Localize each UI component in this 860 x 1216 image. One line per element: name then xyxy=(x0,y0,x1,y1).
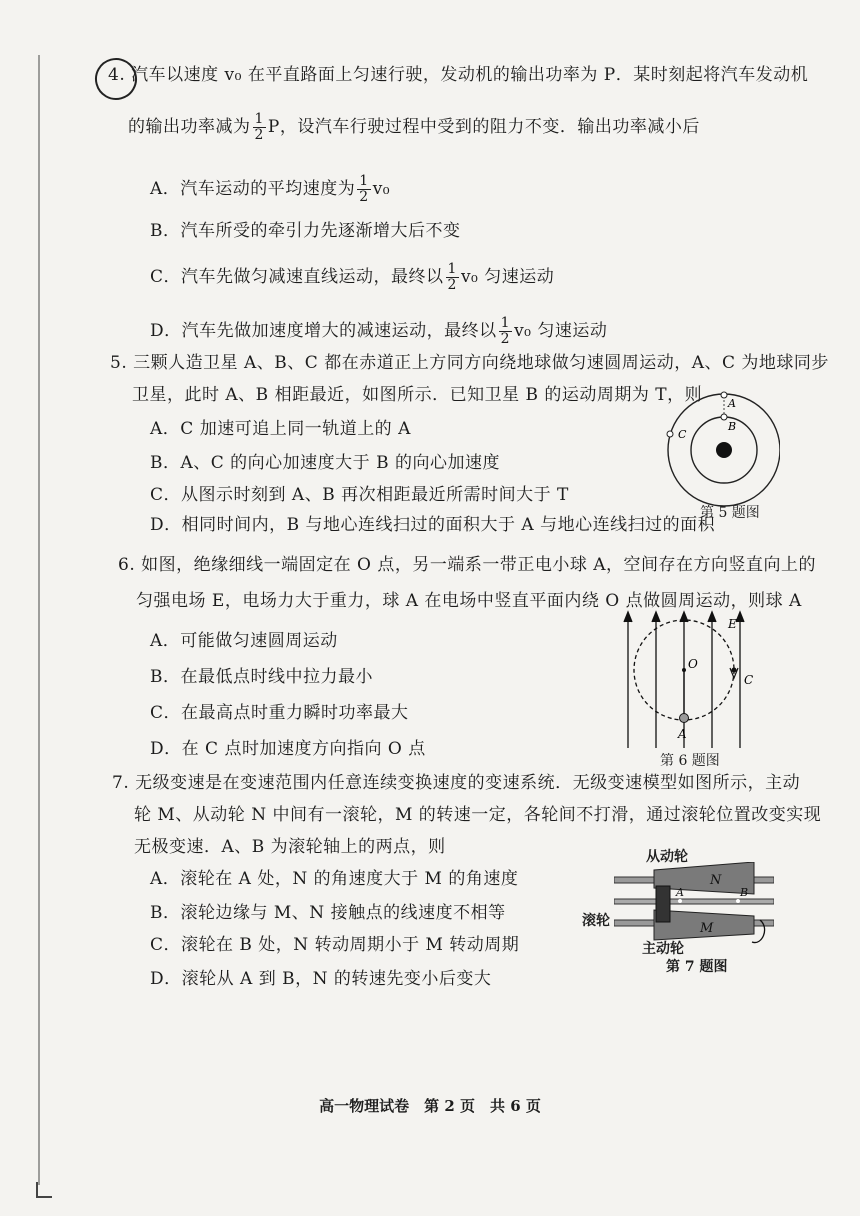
label-driven-wheel: 从动轮 xyxy=(646,849,688,865)
frac-num: 1 xyxy=(447,261,457,277)
q4-option-d xyxy=(150,316,607,347)
q5-stem-line1: 5. 三颗人造卫星 A、B、C 都在赤道正上方同方向绕地球做匀速圆周运动，A、C 为地球同步 xyxy=(110,353,829,373)
arrow-5 xyxy=(736,612,744,622)
satellite-a xyxy=(721,392,727,398)
frac-num: 1 xyxy=(500,315,511,331)
q6-option-c: C．在最高点时重力瞬时功率最大 xyxy=(150,703,409,723)
q4-stem-line1: 4. 汽车以速度 v₀ 在平直路面上匀速行驶，发动机的输出功率为 P．某时刻起将汽车发动机 xyxy=(108,65,809,85)
ball-a xyxy=(680,714,689,723)
label-a: A xyxy=(676,886,684,899)
q4-option-a xyxy=(150,174,390,205)
q4-option-a-frac xyxy=(357,174,370,205)
q5-figure-orbits xyxy=(660,390,780,510)
q4-option-a-pre: A．汽车运动的平均速度为 xyxy=(150,179,356,199)
q5-figure-caption: 第 5 题图 xyxy=(700,505,760,521)
label-a: A xyxy=(728,397,736,410)
earth-dot xyxy=(716,442,732,458)
frac-num: 1 xyxy=(254,111,264,127)
label-b: B xyxy=(728,420,737,433)
label-c: C xyxy=(744,673,754,687)
margin-line xyxy=(38,55,40,1185)
q6-option-a: A．可能做匀速圆周运动 xyxy=(150,631,338,651)
q4-option-c-pre: C．汽车先做匀减速直线运动，最终以 xyxy=(150,267,444,287)
satellite-c xyxy=(667,431,673,437)
q4-option-c xyxy=(150,262,554,293)
q7-figure-cvt xyxy=(614,862,774,950)
q4-option-d-post: v₀ 匀速运动 xyxy=(514,321,608,341)
q4-option-c-frac xyxy=(446,262,459,293)
q5-option-d: D．相同时间内，B 与地心连线扫过的面积大于 A 与地心连线扫过的面积 xyxy=(150,515,716,535)
frac-den: 2 xyxy=(447,277,457,293)
q4-stem-line2-post: P，设汽车行驶过程中受到的阻力不变．输出功率减小后 xyxy=(267,117,700,137)
q7-option-c: C．滚轮在 B 处，N 转动周期小于 M 转动周期 xyxy=(150,935,520,955)
q4-option-d-pre: D．汽车先做加速度增大的减速运动，最终以 xyxy=(150,321,497,341)
q6-option-d: D．在 C 点时加速度方向指向 O 点 xyxy=(150,739,426,759)
label-c: C xyxy=(678,428,687,441)
frac-den: 2 xyxy=(359,189,369,205)
q4-option-a-post: v₀ xyxy=(372,179,391,199)
q5-option-c: C．从图示时刻到 A、B 再次相距最近所需时间大于 T xyxy=(150,485,569,505)
q5-stem-line2: 卫星，此时 A、B 相距最近，如图所示．已知卫星 B 的运动周期为 T，则 xyxy=(132,385,703,405)
label-n: N xyxy=(710,873,722,888)
q6-figure-caption: 第 6 题图 xyxy=(660,753,720,769)
satellite-b xyxy=(721,414,727,420)
q6-option-b: B．在最低点时线中拉力最小 xyxy=(150,667,373,687)
point-b xyxy=(736,899,740,903)
q4-option-c-post: v₀ 匀速运动 xyxy=(460,267,555,287)
arrow-4 xyxy=(708,612,716,622)
q4-stem-line2-pre: 的输出功率减为 xyxy=(128,117,251,137)
roller xyxy=(656,886,670,922)
q5-option-a: A．C 加速可追上同一轨道上的 A xyxy=(150,419,411,439)
q4-option-b: B．汽车所受的牵引力先逐渐增大后不变 xyxy=(150,221,461,241)
page-footer: 高一物理试卷 第 2 页 共 6 页 xyxy=(319,1097,541,1115)
q7-option-a: A．滚轮在 A 处，N 的角速度大于 M 的角速度 xyxy=(150,869,519,889)
label-m: M xyxy=(700,921,714,936)
roller-shaft xyxy=(614,899,774,904)
q7-stem-line3: 无极变速．A、B 为滚轮轴上的两点，则 xyxy=(134,837,446,857)
q7-option-d: D．滚轮从 A 到 B，N 的转速先变小后变大 xyxy=(150,969,492,989)
q7-option-b: B．滚轮边缘与 M、N 接触点的线速度不相等 xyxy=(150,903,506,923)
q5-option-b: B．A、C 的向心加速度大于 B 的向心加速度 xyxy=(150,453,500,473)
label-roller: 滚轮 xyxy=(582,913,610,929)
label-b: B xyxy=(740,886,749,899)
pivot-o xyxy=(682,668,686,672)
label-e: E xyxy=(728,617,737,631)
q6-stem-line1: 6. 如图，绝缘细线一端固定在 O 点，另一端系一带正电小球 A，空间存在方向竖直向上的 xyxy=(118,555,817,575)
frac-den: 2 xyxy=(500,331,511,347)
point-a xyxy=(678,899,682,903)
q4-stem-line2 xyxy=(128,112,700,143)
label-driving-wheel: 主动轮 xyxy=(642,941,684,957)
frac-num: 1 xyxy=(359,173,369,189)
point-c xyxy=(732,668,737,673)
q7-stem-line1: 7. 无级变速是在变速范围内任意连续变换速度的变速系统．无级变速模型如图所示，主动 xyxy=(112,773,801,793)
arrow-2 xyxy=(652,612,660,622)
arrow-1 xyxy=(624,612,632,622)
label-o: O xyxy=(688,657,698,671)
corner-mark xyxy=(36,1182,52,1198)
q4-option-d-frac xyxy=(499,316,512,347)
q7-stem-line2: 轮 M、从动轮 N 中间有一滚轮，M 的转速一定，各轮间不打滑，通过滚轮位置改变实现 xyxy=(134,805,822,825)
q6-figure-field xyxy=(618,608,758,753)
q4-fraction xyxy=(253,112,266,143)
q6-stem-line2: 匀强电场 E，电场力大于重力，球 A 在电场中竖直平面内绕 O 点做圆周运动，则球 A xyxy=(136,591,802,611)
q7-figure-caption: 第 7 题图 xyxy=(666,959,728,975)
frac-den: 2 xyxy=(254,127,264,143)
label-a: A xyxy=(678,727,687,741)
